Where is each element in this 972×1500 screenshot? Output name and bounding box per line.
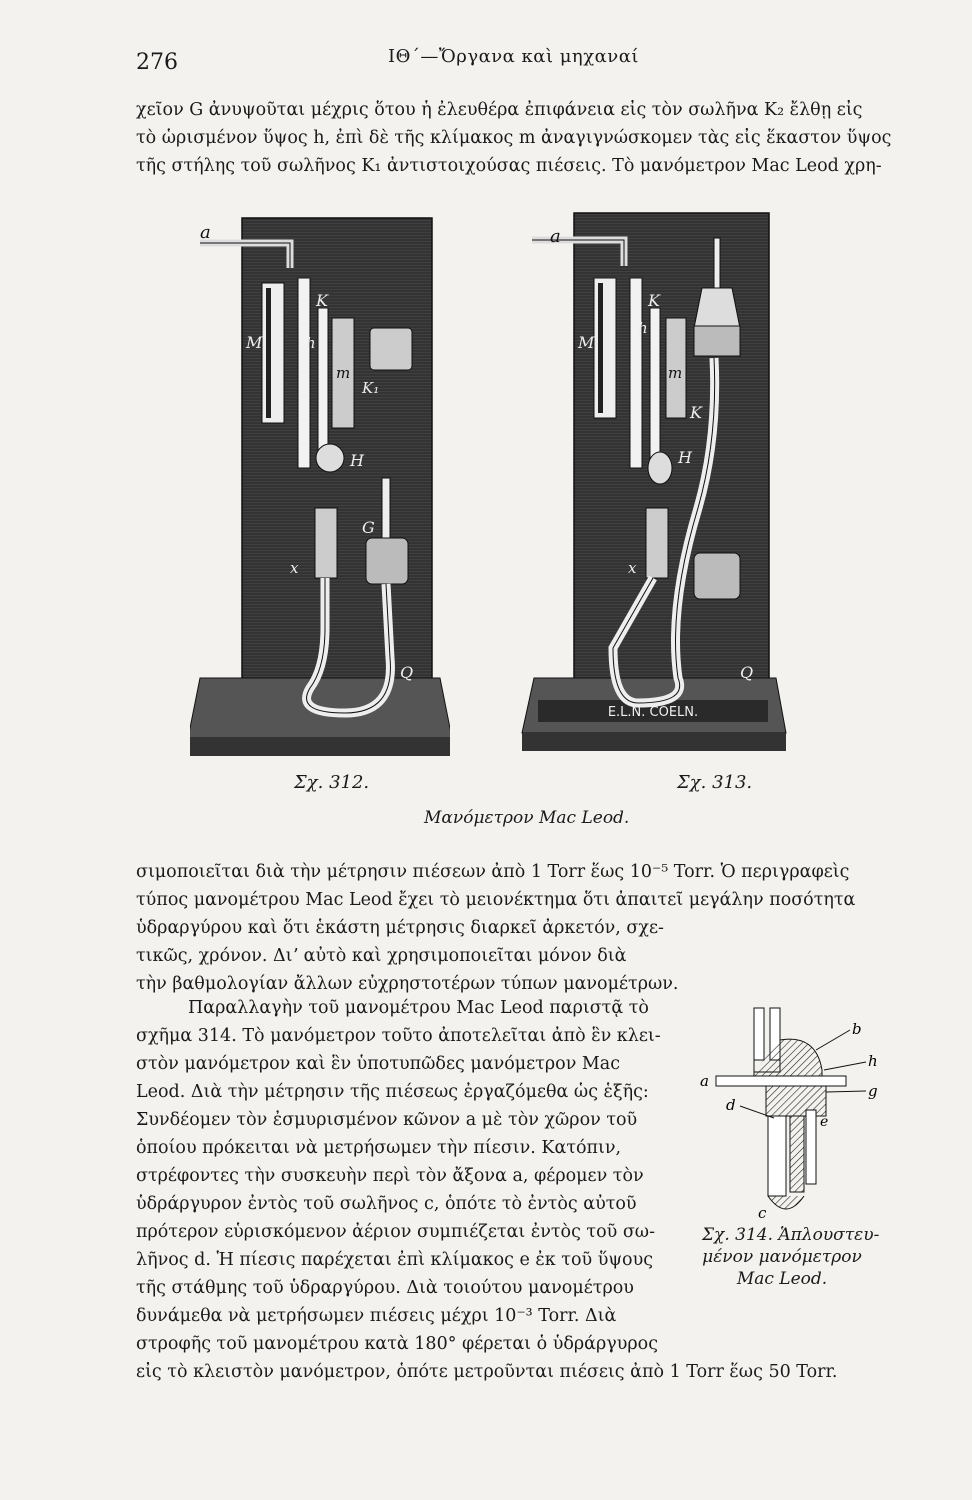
label-k: K — [316, 291, 328, 310]
text-line: τὸ ὡρισμένον ὕψος h, ἐπὶ δὲ τῆς κλίμακος m ἀναγιγνώσκομεν τὰς εἰς ἕκαστον ὕψος — [136, 128, 892, 148]
text-line: εἰς τὸ κλειστὸν μανόμετρον, ὁπότε μετροῦνται πιέσεις ἀπὸ 1 Torr ἕως 50 Torr. — [136, 1362, 838, 1382]
text-line: τύπος μανομέτρου Mac Leod ἔχει τὸ μειονέκτημα ὅτι ἀπαιτεῖ μεγάλην ποσότητα — [136, 890, 856, 910]
figure-313-caption: Σχ. 313. — [677, 772, 753, 793]
middle-paragraph — [136, 858, 900, 998]
label-m-lower: m — [668, 364, 683, 382]
label-k1: K₁ — [362, 379, 380, 397]
label-m-upper: M — [578, 333, 595, 352]
text-line: τικῶς, χρόνον. Διʼ αὐτὸ καὶ χρησιμοποιεῖται μόνον διὰ — [136, 946, 627, 966]
label-h-lower: h — [638, 319, 648, 337]
label-a: a — [550, 226, 561, 247]
label-q: Q — [740, 663, 754, 682]
label-g: G — [362, 518, 375, 537]
text-line: τῆς στάθμης τοῦ ὑδραργύρου. Διὰ τοιούτου μανομέτρου — [136, 1278, 634, 1298]
text-line: Leod. Διὰ τὴν μέτρησιν τῆς πιέσεως ἐργαζόμεθα ὡς ἑξῆς: — [136, 1082, 649, 1102]
figure-314-caption — [702, 1224, 880, 1290]
label-e: e — [820, 1114, 829, 1130]
text-line: λῆνος d. Ἡ πίεσις παρέχεται ἐπὶ κλίμακος e ἐκ τοῦ ὕψους — [136, 1250, 654, 1270]
label-q: Q — [400, 663, 414, 682]
label-a: a — [200, 222, 211, 243]
caption-line: Σχ. 314. Ἁπλουστευ- — [702, 1225, 880, 1245]
label-k-lower: K — [690, 403, 702, 422]
manometer-figures — [190, 208, 800, 768]
caption-line: μένον μανόμετρον — [702, 1247, 862, 1267]
label-x: x — [628, 559, 637, 577]
page-number: 276 — [136, 50, 178, 75]
label-h-upper: H — [678, 448, 692, 467]
text-line: Παραλλαγὴν τοῦ μανομέτρου Mac Leod παριστᾷ τὸ — [188, 998, 649, 1018]
text-line: χεῖον G ἀνυψοῦται μέχρις ὅτου ἡ ἐλευθέρα ἐπιφάνεια εἰς τὸν σωλῆνα K₂ ἔλθῃ εἰς — [136, 100, 863, 120]
text-line: Συνδέομεν τὸν ἐσμυρισμένον κῶνον a μὲ τὸν χῶρον τοῦ — [136, 1110, 638, 1130]
figures-joint-caption: Μανόμετρον Mac Leod. — [424, 808, 630, 828]
caption-line: Mac Leod. — [736, 1269, 828, 1289]
text-line: πρότερον εὑρισκόμενον ἀέριον συμπιέζεται ἐντὸς τοῦ σω- — [136, 1222, 655, 1242]
running-title: ΙΘ΄—Ὄργανα καὶ μηχαναί — [388, 46, 639, 67]
label-b: b — [852, 1020, 862, 1038]
label-h-lower: h — [306, 334, 316, 352]
figure-313-illustration — [518, 208, 788, 763]
text-line: ὑδράργυρον ἐντὸς τοῦ σωλῆνος c, ὁπότε τὸ ἐντὸς αὐτοῦ — [136, 1194, 637, 1214]
label-k: K — [648, 291, 660, 310]
text-line: σιμοποιεῖται διὰ τὴν μέτρησιν πιέσεων ἀπὸ 1 Torr ἕως 10⁻⁵ Torr. Ὁ περιγραφεὶς — [136, 862, 850, 882]
figure-314-diagram — [696, 1000, 896, 1230]
label-m-lower: m — [336, 364, 351, 382]
figure-312-caption: Σχ. 312. — [294, 772, 370, 793]
figure-312-illustration — [190, 208, 450, 763]
label-c: c — [758, 1204, 767, 1222]
text-line: δυνάμεθα νὰ μετρήσωμεν πιέσεις μέχρι 10⁻³ Torr. Διὰ — [136, 1306, 617, 1326]
label-h-upper: H — [350, 451, 364, 470]
text-line: στροφῆς τοῦ μανομέτρου κατὰ 180° φέρεται ὁ ὑδράργυρος — [136, 1334, 659, 1354]
text-line: τὴν βαθμολογίαν ἄλλων εὐχρηστοτέρων τύπων μανομέτρων. — [136, 974, 679, 994]
text-line: στρέφοντες τὴν συσκευὴν περὶ τὸν ἄξονα a, φέρομεν τὸν — [136, 1166, 644, 1186]
label-m-upper: M — [246, 333, 263, 352]
top-paragraph — [136, 96, 900, 180]
label-a: a — [700, 1072, 709, 1090]
label-h: h — [868, 1052, 878, 1070]
text-line: ὑδραργύρου καὶ ὅτι ἑκάστη μέτρησις διαρκεῖ ἀρκετόν, σχε- — [136, 918, 664, 938]
base-plate-inscription: E.L.N. COELN. — [607, 705, 699, 720]
label-d: d — [726, 1096, 736, 1114]
text-line: ὁποίου πρόκειται νὰ μετρήσωμεν τὴν πίεσιν. Κατόπιν, — [136, 1138, 622, 1158]
text-line: σχῆμα 314. Τὸ μανόμετρον τοῦτο ἀποτελεῖται ἀπὸ ἓν κλει- — [136, 1026, 661, 1046]
text-line: τῆς στήλης τοῦ σωλῆνος K₁ ἀντιστοιχούσας πιέσεις. Τὸ μανόμετρον Mac Leod χρη- — [136, 156, 882, 176]
text-line: στὸν μανόμετρον καὶ ἓν ὑποτυπῶδες μανόμετρον Mac — [136, 1054, 621, 1074]
label-x: x — [290, 559, 299, 577]
label-g: g — [868, 1082, 878, 1100]
